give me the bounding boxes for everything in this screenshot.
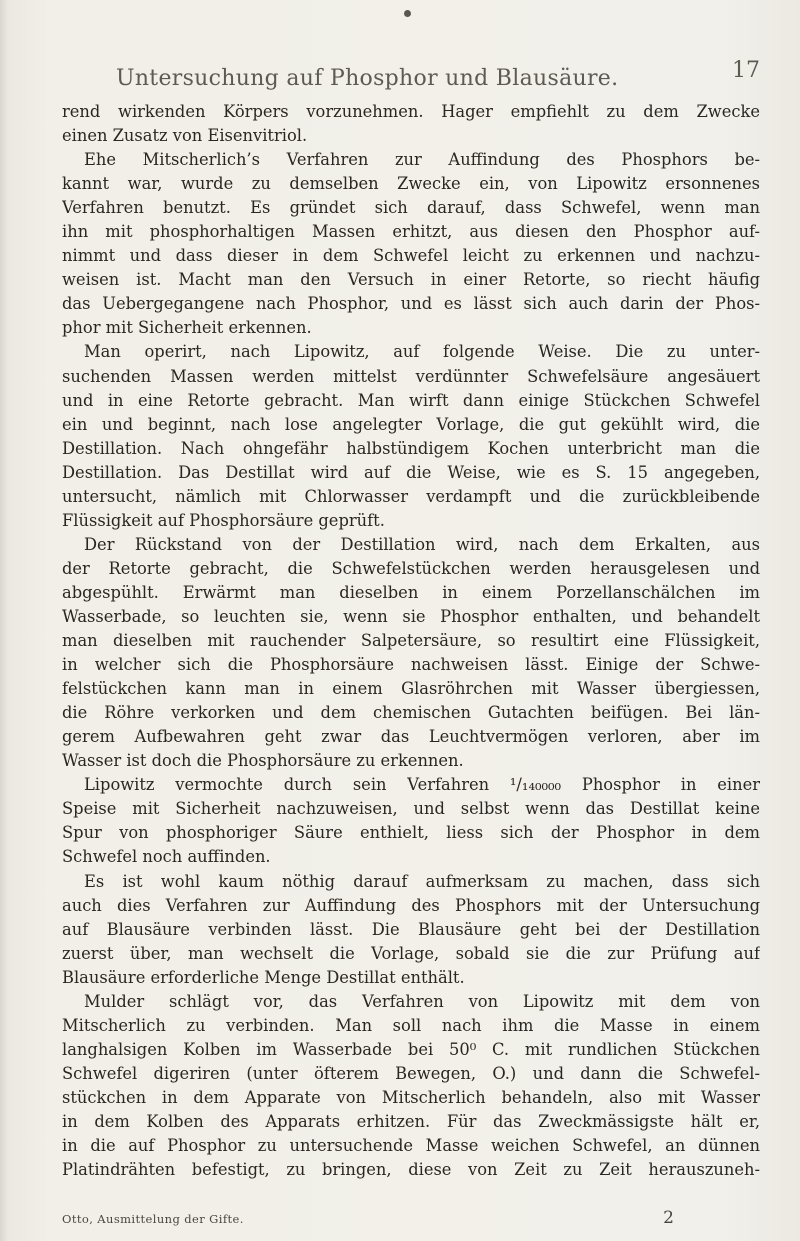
text-line: einen Zusatz von Eisenvitriol.	[62, 126, 308, 146]
page-gutter-shadow	[0, 0, 8, 1241]
text-line: Ehe Mitscherlich’s Verfahren zur Auffindung des Phosphors be-	[84, 150, 760, 170]
page-header	[60, 58, 760, 100]
text-line: suchenden Massen werden mittelst verdünnter Schwefelsäure angesäuert	[62, 366, 760, 386]
text-line: man dieselben mit rauchender Salpetersäure, so resultirt eine Flüssigkeit,	[62, 631, 760, 651]
text-line: Blausäure erforderliche Menge Destillat enthält.	[62, 967, 465, 987]
text-line: und in eine Retorte gebracht. Man wirft dann einige Stückchen Schwefel	[62, 390, 760, 410]
text-line: Speise mit Sicherheit nachzuweisen, und selbst wenn das Destillat keine	[62, 799, 760, 819]
text-line: Destillation. Nach ohngefähr halbstündigem Kochen unterbricht man die	[62, 438, 760, 458]
text-line: Wasser ist doch die Phosphorsäure zu erkennen.	[62, 751, 464, 771]
text-line: auch dies Verfahren zur Auffindung des Phosphors mit der Untersuchung	[62, 895, 760, 915]
text-line: Schwefel digeriren (unter öfterem Bewegen, O.) und dann die Schwefel-	[62, 1063, 760, 1083]
text-line: abgespühlt. Erwärmt man dieselben in einem Porzellanschälchen im	[62, 582, 760, 602]
text-line: Flüssigkeit auf Phosphorsäure geprüft.	[62, 510, 385, 530]
signature-mark: 2	[663, 1208, 674, 1228]
text-line: Spur von phosphoriger Säure enthielt, liess sich der Phosphor in dem	[62, 823, 760, 843]
text-line: Lipowitz vermochte durch sein Verfahren ¹/₁₄₀₀₀₀ Phosphor in einer	[84, 775, 760, 795]
text-line: nimmt und dass dieser in dem Schwefel leicht zu erkennen und nachzu-	[62, 246, 760, 266]
body-text	[62, 100, 760, 1182]
text-line: in dem Kolben des Apparats erhitzen. Für das Zweckmässigste hält er,	[62, 1111, 760, 1131]
footer-credit: Otto, Ausmittelung der Gifte.	[62, 1212, 244, 1226]
text-line: in welcher sich die Phosphorsäure nachweisen lässt. Einige der Schwe-	[62, 655, 760, 675]
text-line: Destillation. Das Destillat wird auf die Weise, wie es S. 15 angegeben,	[62, 462, 760, 482]
text-line: Wasserbade, so leuchten sie, wenn sie Phosphor enthalten, und behandelt	[62, 606, 760, 626]
ink-dot-mark	[404, 10, 411, 17]
text-line: Der Rückstand von der Destillation wird, nach dem Erkalten, aus	[84, 534, 760, 554]
text-line: Schwefel noch auffinden.	[62, 847, 271, 867]
text-line: felstückchen kann man in einem Glasröhrchen mit Wasser übergiessen,	[62, 679, 760, 699]
text-line: stückchen in dem Apparate von Mitscherlich behandeln, also mit Wasser	[62, 1087, 760, 1107]
text-line: in die auf Phosphor zu untersuchende Masse weichen Schwefel, an dünnen	[62, 1136, 760, 1156]
running-title: Untersuchung auf Phosphor und Blausäure.	[116, 66, 619, 91]
text-line: phor mit Sicherheit erkennen.	[62, 318, 312, 338]
text-line: weisen ist. Macht man den Versuch in einer Retorte, so riecht häufig	[62, 270, 760, 290]
text-line: Es ist wohl kaum nöthig darauf aufmerksam zu machen, dass sich	[84, 871, 760, 891]
text-line: ihn mit phosphorhaltigen Massen erhitzt, aus diesen den Phosphor auf-	[62, 222, 760, 242]
text-line: Platindrähten befestigt, zu bringen, diese von Zeit zu Zeit herauszuneh-	[62, 1160, 760, 1180]
text-line: das Uebergegangene nach Phosphor, und es lässt sich auch darin der Phos-	[62, 294, 760, 314]
text-line: Man operirt, nach Lipowitz, auf folgende Weise. Die zu unter-	[84, 342, 760, 362]
text-line: gerem Aufbewahren geht zwar das Leuchtvermögen verloren, aber im	[62, 727, 760, 747]
text-line: Mitscherlich zu verbinden. Man soll nach ihm die Masse in einem	[62, 1015, 760, 1035]
text-line: kannt war, wurde zu demselben Zwecke ein, von Lipowitz ersonnenes	[62, 174, 760, 194]
page-number: 17	[732, 58, 760, 83]
text-line: Mulder schlägt vor, das Verfahren von Lipowitz mit dem von	[84, 991, 760, 1011]
text-line: Verfahren benutzt. Es gründet sich darauf, dass Schwefel, wenn man	[62, 198, 760, 218]
text-line: die Röhre verkorken und dem chemischen Gutachten beifügen. Bei län-	[62, 703, 760, 723]
text-line: rend wirkenden Körpers vorzunehmen. Hager empfiehlt zu dem Zwecke	[62, 102, 760, 121]
text-line: ein und beginnt, nach lose angelegter Vorlage, die gut gekühlt wird, die	[62, 414, 760, 434]
text-line: auf Blausäure verbinden lässt. Die Blausäure geht bei der Destillation	[62, 919, 760, 939]
text-line: der Retorte gebracht, die Schwefelstückchen werden herausgelesen und	[62, 558, 760, 578]
text-line: zuerst über, man wechselt die Vorlage, sobald sie die zur Prüfung auf	[62, 943, 760, 963]
page-footer	[62, 1208, 712, 1232]
text-line: untersucht, nämlich mit Chlorwasser verdampft und die zurückbleibende	[62, 486, 760, 506]
text-line: langhalsigen Kolben im Wasserbade bei 50⁰ C. mit rundlichen Stückchen	[62, 1039, 760, 1059]
